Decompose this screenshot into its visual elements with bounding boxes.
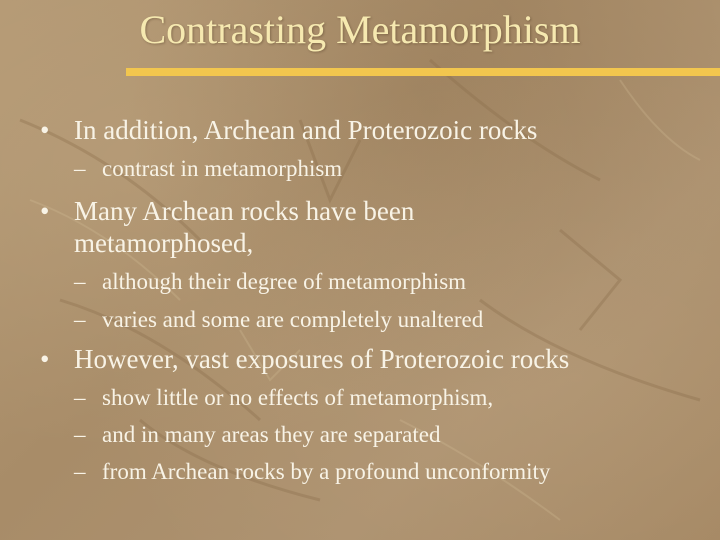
title-underline (126, 68, 720, 76)
subpoint-text: varies and some are completely unaltered (102, 307, 484, 332)
bullet-2-text-line-1: Many Archean rocks have been (74, 196, 415, 226)
bullet-marker: • (40, 344, 50, 374)
bullet-marker: • (40, 196, 50, 226)
subpoint-2-2 (74, 306, 483, 334)
bullet-2-text-line-2: metamorphosed, (74, 228, 254, 258)
bullet-3-text: However, vast exposures of Proterozoic rocks (74, 344, 570, 374)
dash-marker: – (74, 269, 86, 294)
slide-title: Contrasting Metamorphism (139, 7, 581, 52)
subpoint-2-1 (74, 268, 466, 296)
dash-marker: – (74, 385, 86, 410)
dash-marker: – (74, 422, 86, 447)
dash-marker: – (74, 156, 86, 181)
subpoint-3-1 (74, 384, 493, 412)
subpoint-text: although their degree of metamorphism (102, 269, 467, 294)
subpoint-text: show little or no effects of metamorphism, (102, 385, 494, 410)
dash-marker: – (74, 307, 86, 332)
subpoint-3-2 (74, 421, 440, 449)
subpoint-1-1 (74, 155, 342, 183)
bullet-marker: • (40, 115, 50, 145)
dash-marker: – (74, 459, 86, 484)
subpoint-3-3 (74, 458, 550, 486)
subpoint-text: contrast in metamorphism (102, 156, 343, 181)
bullet-1-text: In addition, Archean and Proterozoic rocks (74, 115, 538, 145)
subpoint-text: from Archean rocks by a profound unconformity (102, 459, 551, 484)
subpoint-text: and in many areas they are separated (102, 422, 441, 447)
